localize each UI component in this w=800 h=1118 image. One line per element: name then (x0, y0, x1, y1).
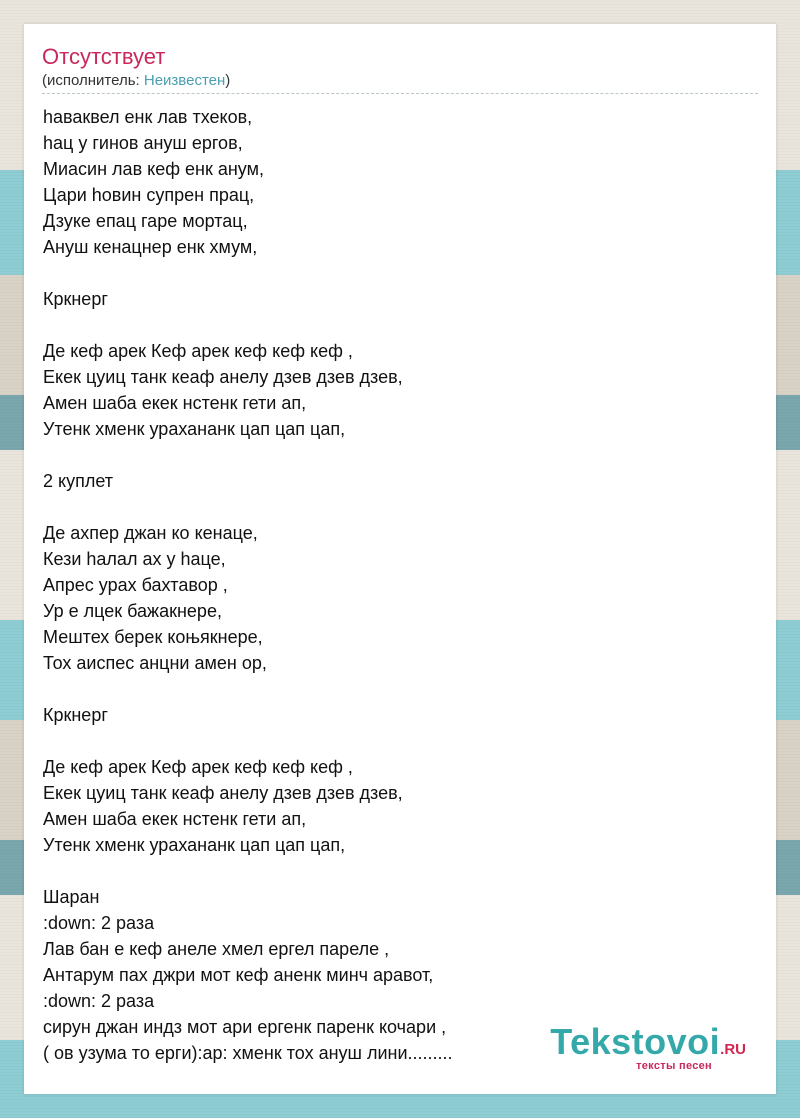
lyric-line: Утенк хменк урахананк цап цап цап, (43, 419, 346, 439)
lyric-line: Шаран (43, 887, 100, 907)
artist-suffix: ) (225, 72, 231, 89)
artist-prefix: (исполнитель: (42, 72, 144, 89)
lyric-blank-line (43, 312, 759, 338)
lyrics-sheet (24, 24, 776, 1094)
lyric-line: Дзуке епац гаре мортац, (43, 211, 248, 231)
lyric-line: Амен шаба екек нстенк гети ап, (43, 809, 307, 829)
lyric-line: сирун джан индз мот ари ергенк паренк кочари , (43, 1017, 447, 1037)
song-title: Отсутствует (42, 44, 166, 69)
lyric-line: Миасин лав кеф енк анум, (43, 159, 264, 179)
lyric-blank-line (43, 858, 759, 884)
lyric-line: ( ов узума то ерги):ap: хменк тох ануш лини......... (43, 1043, 453, 1063)
brand-tld: .RU (720, 1041, 746, 1058)
song-header (42, 44, 758, 94)
lyric-line: Кркнерг (43, 705, 108, 725)
lyric-blank-line (43, 728, 759, 754)
lyric-line: Ур е лцек бажакнере, (43, 601, 222, 621)
lyric-line: Кркнерг (43, 289, 108, 309)
lyric-line: Антарум пах джри мот кеф аненк минч аравот, (43, 965, 434, 985)
lyric-line: Утенк хменк урахананк цап цап цап, (43, 835, 346, 855)
lyric-blank-line (43, 260, 759, 286)
lyrics-body (43, 104, 759, 1066)
lyric-line: 2 куплет (43, 471, 113, 491)
lyric-line: :down: 2 раза (43, 913, 155, 933)
lyric-blank-line (43, 494, 759, 520)
lyric-line: hац у гинов ануш ергов, (43, 133, 243, 153)
lyric-line: Мештех берек коњякнере, (43, 627, 263, 647)
lyric-line: Де кеф арек Кеф арек кеф кеф кеф , (43, 341, 353, 361)
lyric-line: Апрес урах бахтавор , (43, 575, 228, 595)
lyric-line: :down: 2 раза (43, 991, 155, 1011)
lyric-line: Екек цуиц танк кеаф анелу дзев дзев дзев, (43, 367, 403, 387)
lyric-line: Цари hовин супрен прац, (43, 185, 255, 205)
artist-link[interactable]: Неизвестен (143, 72, 226, 89)
lyric-blank-line (43, 442, 759, 468)
lyric-line: hаваквел енк лав тхеков, (43, 107, 253, 127)
header-divider (42, 93, 758, 94)
lyric-line: Амен шаба екек нстенк гети ап, (43, 393, 307, 413)
lyric-line: Де ахпер джан ко кенаце, (43, 523, 258, 543)
lyric-line: Лав бан е кеф анеле хмел ергел пареле , (43, 939, 390, 959)
lyric-line: Екек цуиц танк кеаф анелу дзев дзев дзев, (43, 783, 403, 803)
lyric-line: Тох аиспес анцни амен ор, (43, 653, 267, 673)
brand-tagline: тексты песен (636, 1060, 712, 1072)
brand-logo[interactable] (550, 1021, 746, 1072)
artist-line (42, 72, 758, 90)
lyric-blank-line (43, 676, 759, 702)
lyric-line: Кези hалал ах у hаце, (43, 549, 226, 569)
lyric-line: Де кеф арек Кеф арек кеф кеф кеф , (43, 757, 353, 777)
lyric-line: Ануш кенацнер енк хмум, (43, 237, 258, 257)
brand-name: Tekstovoi (550, 1021, 721, 1062)
